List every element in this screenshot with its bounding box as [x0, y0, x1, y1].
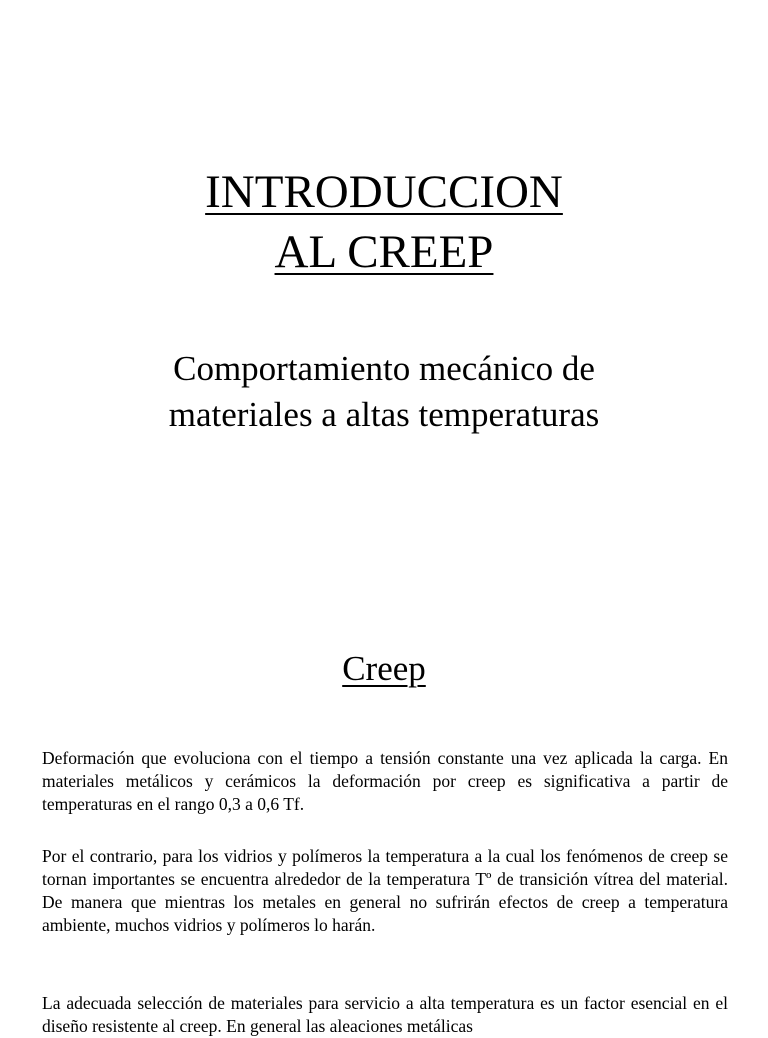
paragraph-1: Deformación que evoluciona con el tiempo a tensión constante una vez aplicada la carga. En materiales metálicos y cerámicos la deformación por creep es significativa a partir de temperaturas en el rango 0,3 a 0,6 Tf.	[42, 748, 728, 814]
subtitle-line-1: Comportamiento mecánico de	[173, 349, 595, 388]
paragraph-2: Por el contrario, para los vidrios y polímeros la temperatura a la cual los fenómenos de creep se tornan importantes se encuentra alrededor de la temperatura Tº de transición vítrea del material. De manera que mientras los metales en general no sufrirán efectos de creep a temperatura ambiente, muchos vidrios y polímeros lo harán.	[42, 846, 728, 935]
page-title	[0, 162, 768, 282]
title-line-2: AL CREEP	[274, 226, 494, 278]
page-subtitle	[0, 346, 768, 438]
subtitle-line-2: materiales a altas temperaturas	[168, 395, 600, 434]
title-line-1: INTRODUCCION	[205, 166, 563, 218]
section-heading-creep: Creep	[342, 649, 426, 688]
paragraph-3: La adecuada selección de materiales para servicio a alta temperatura es un factor esencial en el diseño resistente al creep. En general las aleaciones metálicas	[42, 993, 728, 1036]
